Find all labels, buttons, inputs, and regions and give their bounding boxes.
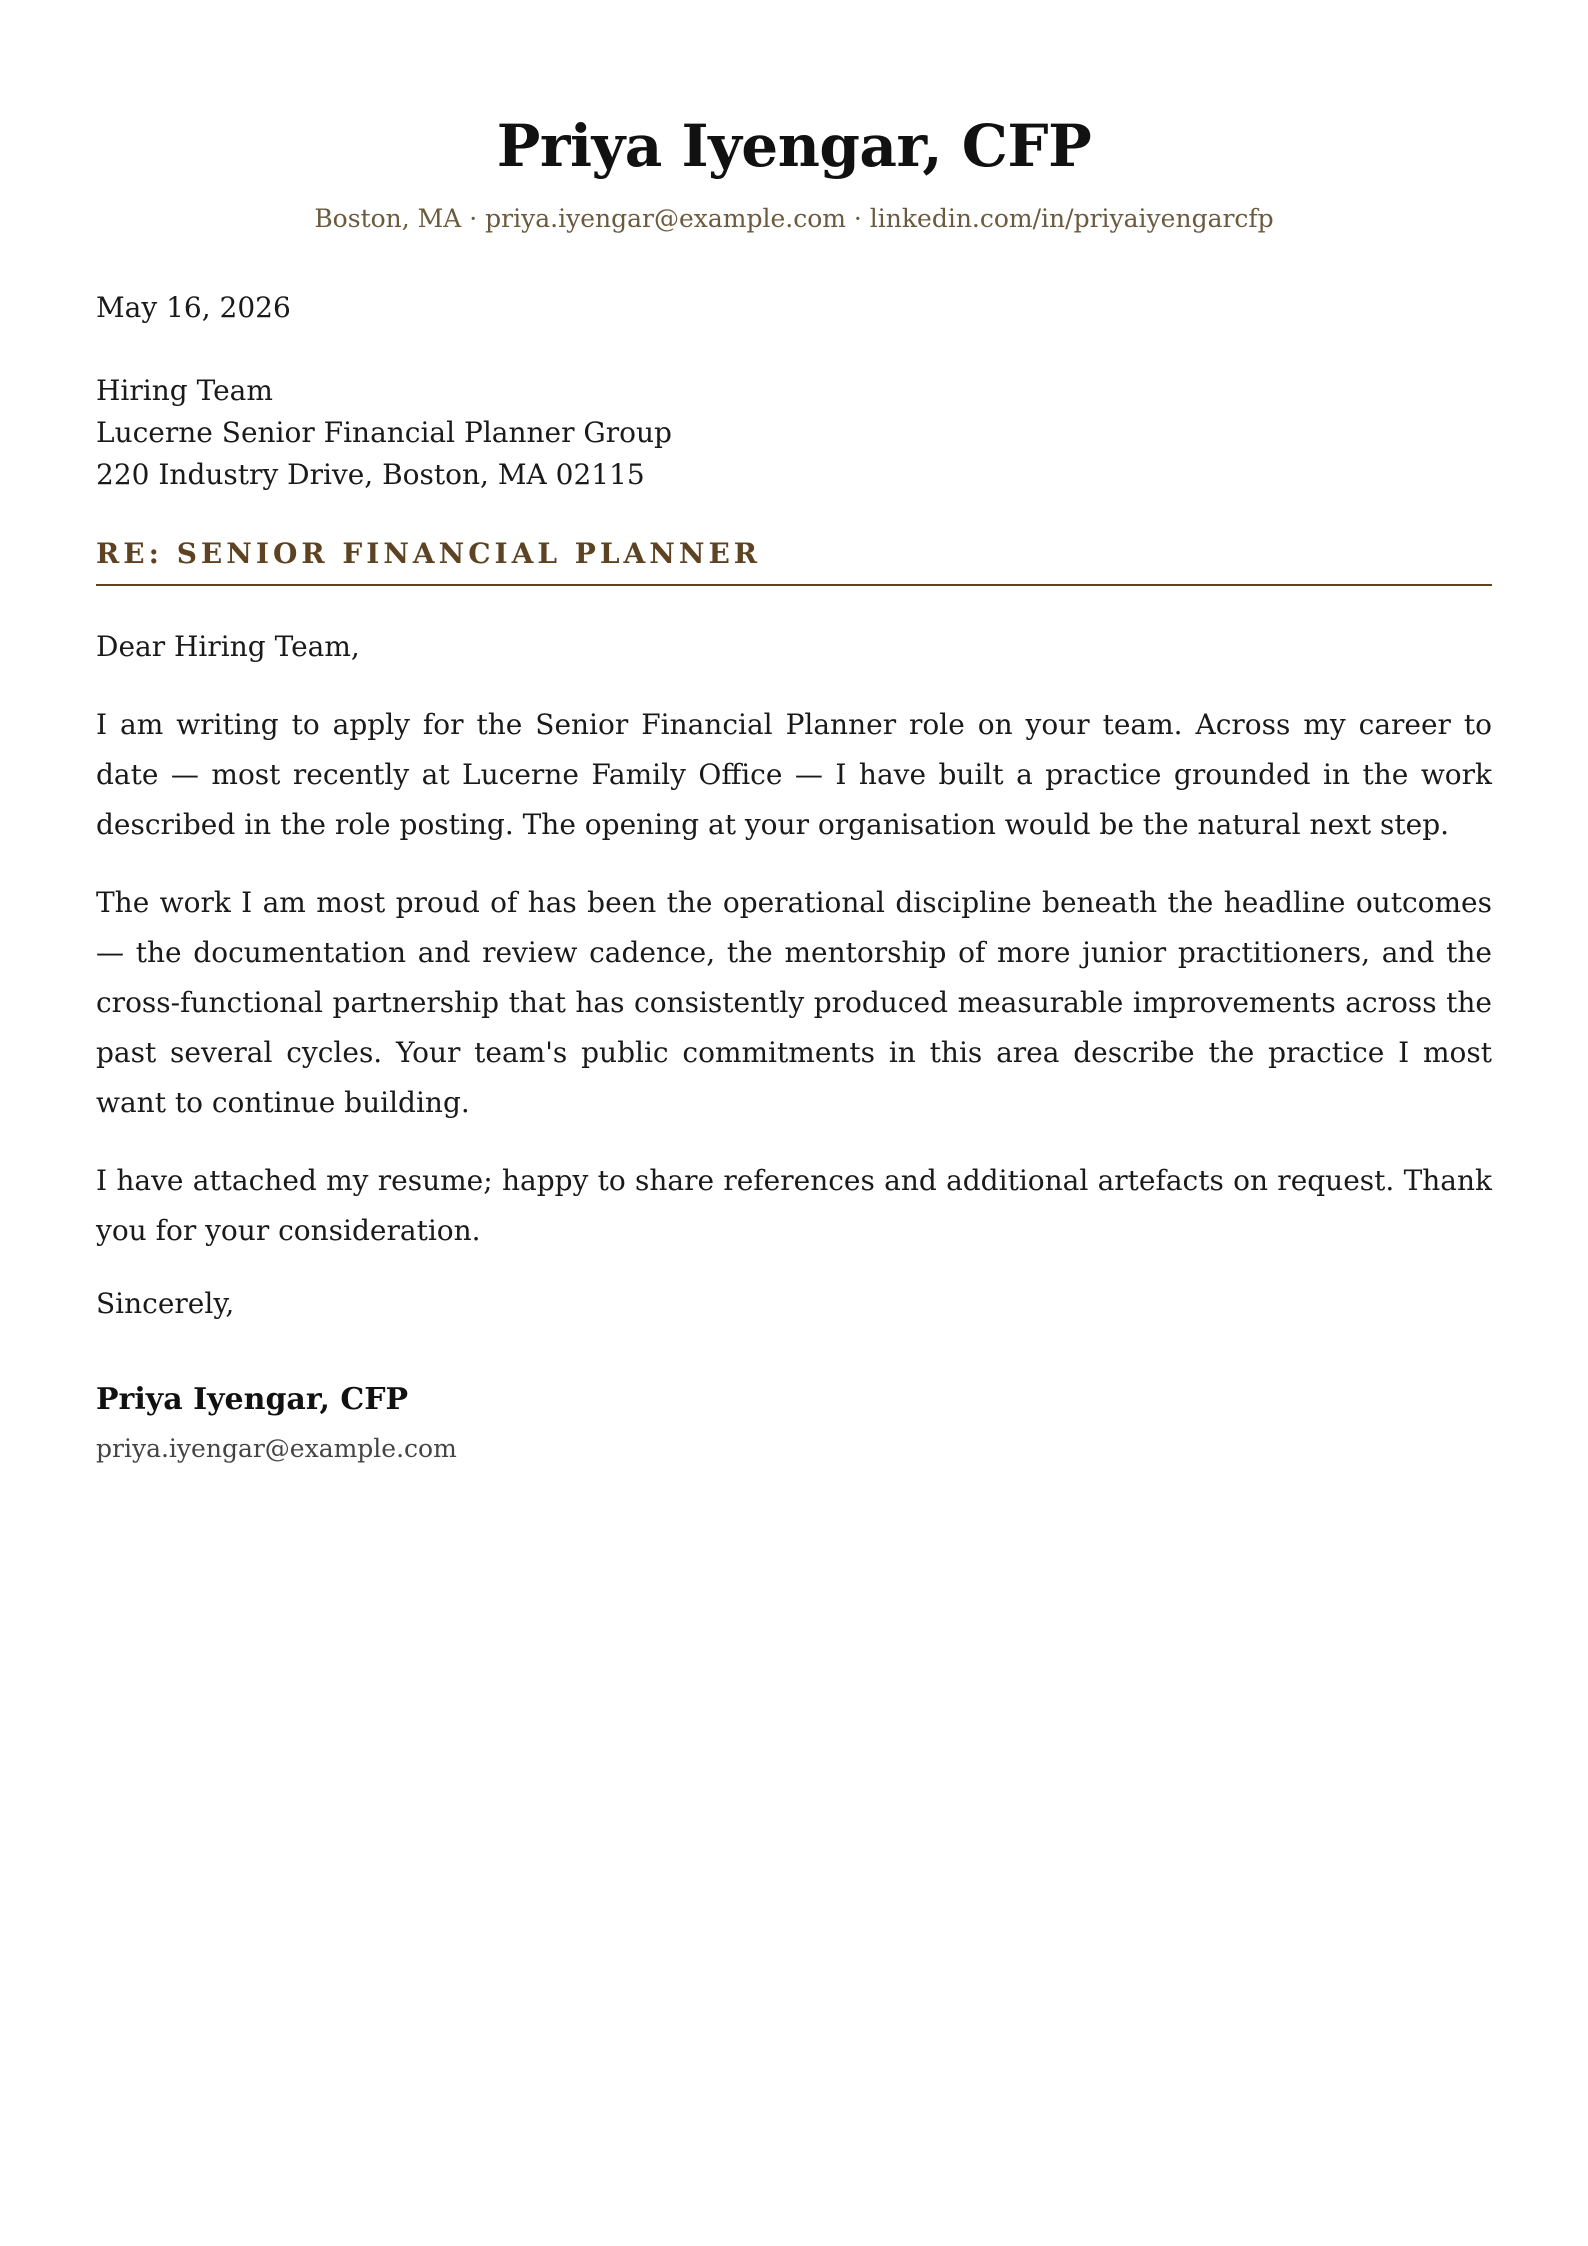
salutation: Dear Hiring Team,	[96, 630, 360, 663]
signature-email: priya.iyengar@example.com	[96, 1434, 457, 1463]
subject-line: RE: SENIOR FINANCIAL PLANNER	[96, 534, 1492, 586]
signature-name: Priya Iyengar, CFP	[96, 1382, 409, 1417]
body-paragraph-3: I have attached my resume; happy to share references and additional artefacts on request. Thank you for your consideration.	[96, 1164, 1492, 1247]
letter-header	[96, 0, 1492, 236]
body-paragraph-1: I am writing to apply for the Senior Financial Planner role on your team. Across my career to date — most recently at Lucerne Family Office — I have built a practice grounded in the work described in the role posting. The opening at your organisation would be the natural next step.	[96, 708, 1492, 841]
body-paragraph-2: The work I am most proud of has been the operational discipline beneath the headline outcomes — the documentation and review cadence, the mentorship of more junior practitioners, and the cross-functional partnership that has consistently produced measurable improvements across the past several cycles. Your team's public commitments in this area describe the practice I most want to continue building.	[96, 886, 1492, 1119]
closing: Sincerely,	[96, 1287, 235, 1320]
recipient-address	[96, 370, 1492, 496]
sender-name: Priya Iyengar, CFP	[496, 112, 1092, 180]
recipient-line-street: 220 Industry Drive, Boston, MA 02115	[96, 458, 645, 491]
letter-date: May 16, 2026	[96, 291, 291, 324]
recipient-line-team: Hiring Team	[96, 374, 273, 407]
sender-contact-line: Boston, MA · priya.iyengar@example.com · linkedin.com/in/priyaiyengarcfp	[314, 204, 1274, 233]
recipient-line-company: Lucerne Senior Financial Planner Group	[96, 416, 672, 449]
